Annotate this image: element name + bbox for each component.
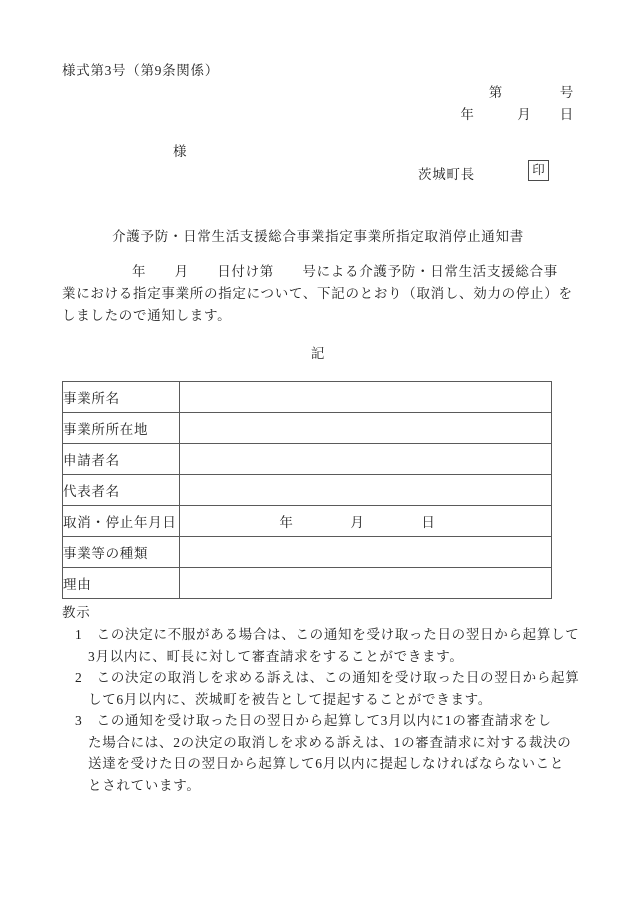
notice-line: た場合には、2の決定の取消しを求める訴えは、1の審査請求に対する裁決の bbox=[88, 734, 572, 750]
table-row bbox=[63, 413, 552, 444]
notice-list bbox=[62, 624, 582, 796]
table-row bbox=[63, 444, 552, 475]
row-label: 理由 bbox=[63, 568, 180, 599]
document-meta bbox=[460, 82, 574, 126]
table-row bbox=[63, 475, 552, 506]
notice-line: 3月以内に、町長に対して審査請求をすることができます。 bbox=[88, 648, 464, 664]
seal-stamp: 印 bbox=[528, 160, 549, 181]
row-value bbox=[180, 382, 552, 413]
body-line: しましたので通知します。 bbox=[62, 308, 232, 323]
row-label: 事業等の種類 bbox=[63, 537, 180, 568]
record-marker: 記 bbox=[310, 346, 326, 361]
notice-line: 2 この決定の取消しを求める訴えは、この通知を受け取った日の翌日から起算 bbox=[75, 670, 580, 685]
table-row bbox=[63, 568, 552, 599]
row-label: 申請者名 bbox=[63, 444, 180, 475]
notice-line: 1 この決定に不服がある場合は、この通知を受け取った日の翌日から起算して bbox=[75, 627, 580, 642]
row-label: 代表者名 bbox=[63, 475, 180, 506]
body-paragraph bbox=[62, 261, 578, 327]
body-line: 年 月 日付け第 号による介護予防・日常生活支援総合事 bbox=[132, 264, 558, 279]
row-value bbox=[180, 475, 552, 506]
row-value bbox=[180, 413, 552, 444]
notice-heading: 教示 bbox=[62, 605, 91, 620]
document-date-line: 年 月 日 bbox=[460, 107, 574, 122]
table-row bbox=[63, 506, 552, 537]
row-value bbox=[180, 444, 552, 475]
notice-line: とされています。 bbox=[88, 777, 201, 793]
addressee-suffix: 様 bbox=[173, 144, 188, 159]
row-value bbox=[180, 568, 552, 599]
body-line: 業における指定事業所の指定について、下記のとおり（取消し、効力の停止）を bbox=[62, 286, 573, 301]
row-label: 事業所所在地 bbox=[63, 413, 180, 444]
issuer-name: 茨城町長 bbox=[418, 167, 475, 182]
document-number-line: 第 号 bbox=[488, 85, 574, 100]
row-label: 事業所名 bbox=[63, 382, 180, 413]
document-title: 介護予防・日常生活支援総合事業指定事業所指定取消停止通知書 bbox=[112, 229, 524, 244]
row-value: 年 月 日 bbox=[180, 506, 552, 537]
notice-line: して6月以内に、茨城町を被告として提起することができます。 bbox=[88, 691, 492, 707]
notice-line: 送達を受けた日の翌日から起算して6月以内に提起しなければならないこと bbox=[88, 756, 565, 771]
row-value bbox=[180, 537, 552, 568]
row-label: 取消・停止年月日 bbox=[63, 506, 180, 537]
notice-line: 3 この通知を受け取った日の翌日から起算して3月以内に1の審査請求をし bbox=[75, 713, 552, 728]
form-number: 様式第3号（第9条関係） bbox=[62, 63, 219, 78]
table-row bbox=[63, 382, 552, 413]
table-row bbox=[63, 537, 552, 568]
details-table bbox=[62, 381, 552, 599]
